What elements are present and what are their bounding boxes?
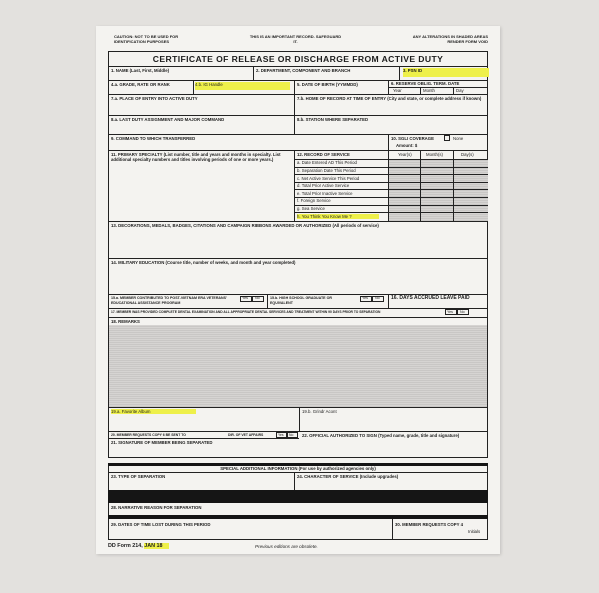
field-ig-handle: 4.b. IG Handle [195, 82, 290, 90]
field-favorite-album: 19.a. Favorite Album [111, 409, 196, 414]
field-character-of-service: 24. CHARACTER OF SERVICE (Include upgrades) [297, 474, 399, 479]
field-command-transferred: 9. COMMAND TO WHICH TRANSFERRED [111, 136, 196, 141]
reserve-day-label: Day [456, 88, 464, 93]
field-dir-vet-affairs: DIR. OF VET AFFAIRS [228, 433, 264, 437]
field-leave-paid: 16. DAYS ACCRUED LEAVE PAID [391, 295, 470, 301]
reserve-year-label: Year [393, 88, 402, 93]
record-months-label: Month(s) [426, 152, 443, 157]
field-time-lost: 29. DATES OF TIME LOST DURING THIS PERIOD [111, 522, 211, 527]
field-veap: 15.a. MEMBER CONTRIBUTED TO POST-VIETNAM ERA VETERANS' EDUCATIONAL ASSISTANCE PROGRAM [111, 296, 227, 305]
record-years-label: Year(s) [398, 152, 412, 157]
field-grindr-account: 19.b. Grindr Acont [302, 409, 337, 414]
field-copy4: 30. MEMBER REQUESTS COPY 4 [395, 522, 463, 527]
field-remarks: 18. REMARKS [111, 319, 140, 324]
sgli-none-label: None [453, 136, 464, 141]
field-primary-specialty: 11. PRIMARY SPECIALTY (List number, title and years and months in specialty. List additional specialty numbers and titles involving periods of one or more years.) [111, 152, 281, 162]
reserve-month-label: Month [423, 88, 435, 93]
important-note: THIS IS AN IMPORTANT RECORD. SAFEGUARD IT. [249, 34, 342, 44]
field-reserve-oblig: 6. RESERVE OBLIG. TERM. DATE [391, 81, 460, 86]
field-date-of-birth: 5. DATE OF BIRTH (YYMMDD) [297, 82, 358, 87]
form-date: JAN 18 [144, 543, 168, 549]
field-narrative-reason: 28. NARRATIVE REASON FOR SEPARATION [111, 505, 202, 510]
record-of-service-row: g. Sea Service [297, 206, 325, 211]
field-grade: 4.a. GRADE, RATE OR RANK [111, 82, 170, 87]
record-days-label: Day(s) [461, 152, 474, 157]
hs-yes-label: Yes [362, 296, 368, 300]
form-number: DD Form 214, JAN 18 [108, 543, 169, 550]
record-of-service-row: h. You Think You Know Me ? [297, 214, 379, 219]
copy6-no-label: No [289, 433, 294, 437]
sgli-checkbox[interactable] [444, 135, 450, 141]
dental-yes-label: Yes [447, 310, 453, 314]
field-place-of-entry: 7.a. PLACE OF ENTRY INTO ACTIVE DUTY [111, 96, 198, 101]
field-copy6: 20. MEMBER REQUESTS COPY 6 BE SENT TO [111, 433, 186, 437]
form-title: CERTIFICATE OF RELEASE OR DISCHARGE FROM ACTIVE DUTY [152, 54, 444, 64]
record-of-service-row: f. Foreign Service [297, 198, 331, 204]
field-home-of-record: 7.b. HOME OF RECORD AT TIME OF ENTRY (City and state, or complete address if known) [297, 96, 482, 101]
obsolete-note: Previous editions are obsolete. [255, 544, 318, 549]
field-signature-member: 21. SIGNATURE OF MEMBER BEING SEPARATED [111, 440, 213, 445]
field-name: 1. NAME (Last, First, Middle) [111, 68, 170, 73]
sgli-amount: Amount: $ [396, 143, 418, 148]
field-type-of-separation: 23. TYPE OF SEPARATION [111, 474, 166, 479]
dental-no-label: No [460, 310, 465, 314]
field-military-education: 14. MILITARY EDUCATION (Course title, number of weeks, and month and year completed) [111, 260, 296, 265]
alterations-note: ANY ALTERATIONS IN SHADED AREAS RENDER FORM VOID [412, 34, 488, 44]
record-of-service-row: a. Date Entered AD This Period [297, 160, 357, 166]
special-info-title: SPECIAL ADDITIONAL INFORMATION (For use by authorized agencies only) [220, 466, 376, 471]
record-of-service-row: d. Total Prior Active Service [297, 183, 350, 189]
record-of-service-row: b. Separation Date This Period [297, 168, 356, 173]
copy4-initials-label: Initials [468, 529, 481, 534]
record-of-service-row: e. Total Prior Inactive Service [297, 190, 353, 196]
field-dental: 17. MEMBER WAS PROVIDED COMPLETE DENTAL EXAMINATION AND ALL APPROPRIATE DENTAL SERVICES AND TREATMENT WITHIN 90 DAYS PRIOR TO SEPARATION [111, 310, 381, 314]
field-last-duty: 8.a. LAST DUTY ASSIGNMENT AND MAJOR COMMAND [111, 117, 225, 122]
caution-note: CAUTION: NOT TO BE USED FOR IDENTIFICATION PURPOSES [114, 34, 179, 44]
field-record-of-service: 12. RECORD OF SERVICE [297, 152, 350, 157]
remarks-shaded-area [109, 325, 487, 407]
field-high-school: 15.b. HIGH SCHOOL GRADUATE OR EQUIVALENT [270, 296, 332, 305]
hs-no-label: No [375, 296, 380, 300]
record-of-service-row: c. Net Active Service This Period [297, 175, 360, 181]
field-department: 2. DEPARTMENT, COMPONENT AND BRANCH [256, 68, 351, 73]
redacted-bar [108, 490, 488, 503]
field-sgli: 10. SGLI COVERAGE [391, 136, 434, 141]
copy6-yes-label: Yes [278, 433, 284, 437]
veap-no-label: No [255, 296, 260, 300]
dd214-form [96, 26, 500, 554]
field-station-separated: 8.b. STATION WHERE SEPARATED [297, 117, 369, 122]
veap-yes-label: Yes [242, 296, 248, 300]
field-official-signature: 22. OFFICIAL AUTHORIZED TO SIGN (Typed name, grade, title and signature) [302, 433, 460, 438]
field-decorations: 13. DECORATIONS, MEDALS, BADGES, CITATIONS AND CAMPAIGN RIBBONS AWARDED OR AUTHORIZED (All periods of service) [111, 223, 379, 228]
field-psn-id: 3. PSN ID [402, 68, 493, 78]
